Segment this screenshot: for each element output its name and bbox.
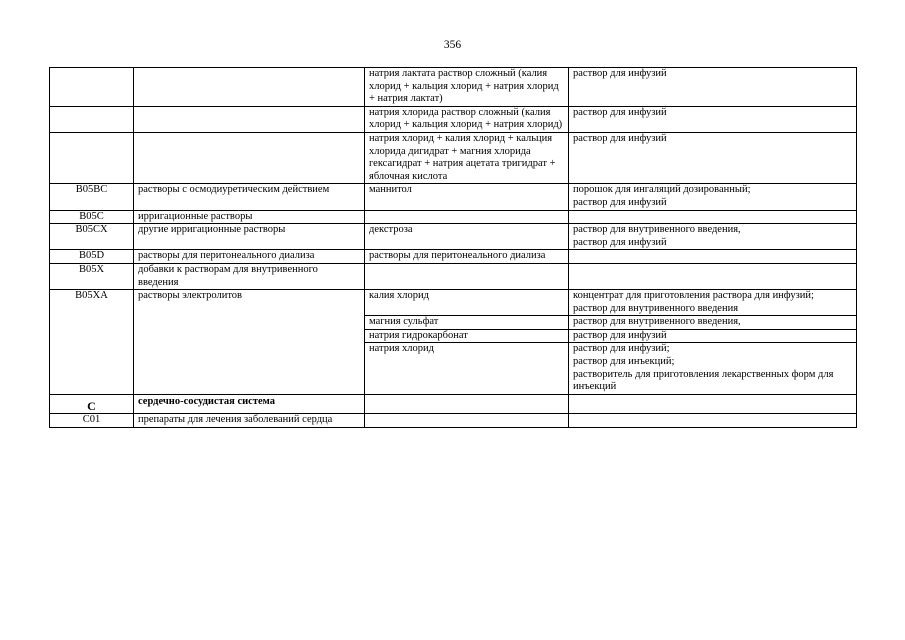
group-name-cell: растворы для перитонеального диализа xyxy=(134,250,365,264)
drug-name-cell: декстроза xyxy=(365,224,569,250)
dosage-form-cell: порошок для ингаляций дозированный; раствор для инфузий xyxy=(569,184,857,210)
drug-name-cell xyxy=(365,263,569,289)
drug-name-cell xyxy=(365,210,569,224)
table-row xyxy=(50,132,857,183)
dosage-form-cell: раствор для инфузий; раствор для инъекций; растворитель для приготовления лекарственных форм для инъекций xyxy=(569,343,857,394)
table-row xyxy=(50,290,857,316)
atc-code-cell: B05D xyxy=(50,250,134,264)
atc-code-cell: B05XA xyxy=(50,290,134,395)
table-row xyxy=(50,394,857,414)
atc-code-cell: B05BC xyxy=(50,184,134,210)
table-row xyxy=(50,263,857,289)
atc-code-cell: C01 xyxy=(50,414,134,428)
table-row xyxy=(50,210,857,224)
drug-name-cell: маннитол xyxy=(365,184,569,210)
dosage-form-cell xyxy=(569,210,857,224)
atc-code-cell: B05CX xyxy=(50,224,134,250)
atc-code-cell: C xyxy=(50,394,134,414)
table-row xyxy=(50,224,857,250)
drug-name-cell: натрия гидрокарбонат xyxy=(365,329,569,343)
drug-name-cell: натрия хлорид xyxy=(365,343,569,394)
dosage-form-cell xyxy=(569,263,857,289)
group-name-cell xyxy=(134,68,365,107)
group-name-cell xyxy=(134,132,365,183)
drug-name-cell: натрия лактата раствор сложный (калия хлорид + кальция хлорид + натрия хлорид + натрия лактат) xyxy=(365,68,569,107)
drug-name-cell xyxy=(365,394,569,414)
atc-code-cell xyxy=(50,106,134,132)
dosage-form-cell xyxy=(569,414,857,428)
group-name-cell xyxy=(134,106,365,132)
drug-name-cell: натрия хлорида раствор сложный (калия хлорид + кальция хлорид + натрия хлорид) xyxy=(365,106,569,132)
group-name-cell: препараты для лечения заболеваний сердца xyxy=(134,414,365,428)
drug-name-cell: натрия хлорид + калия хлорид + кальция хлорида дигидрат + магния хлорида гексагидрат + натрия ацетата тригидрат + яблочная кислота xyxy=(365,132,569,183)
group-name-cell: другие ирригационные растворы xyxy=(134,224,365,250)
table-row xyxy=(50,184,857,210)
table-row xyxy=(50,68,857,107)
group-name-cell: добавки к растворам для внутривенного введения xyxy=(134,263,365,289)
drug-name-cell xyxy=(365,414,569,428)
group-name-cell: растворы с осмодиуретическим действием xyxy=(134,184,365,210)
dosage-form-cell: раствор для инфузий xyxy=(569,329,857,343)
page-number: 356 xyxy=(443,39,462,51)
dosage-form-cell: раствор для инфузий xyxy=(569,68,857,107)
dosage-form-cell: раствор для внутривенного введения, раствор для инфузий xyxy=(569,224,857,250)
medicines-table xyxy=(49,67,857,428)
dosage-form-cell xyxy=(569,250,857,264)
drug-name-cell: растворы для перитонеального диализа xyxy=(365,250,569,264)
dosage-form-cell: раствор для инфузий xyxy=(569,106,857,132)
dosage-form-cell: раствор для внутривенного введения, xyxy=(569,316,857,330)
dosage-form-cell: концентрат для приготовления раствора для инфузий; раствор для внутривенного введения xyxy=(569,290,857,316)
dosage-form-cell xyxy=(569,394,857,414)
drug-name-cell: калия хлорид xyxy=(365,290,569,316)
table-row xyxy=(50,414,857,428)
atc-code-cell xyxy=(50,132,134,183)
atc-code-cell: B05X xyxy=(50,263,134,289)
dosage-form-cell: раствор для инфузий xyxy=(569,132,857,183)
atc-code-cell: B05C xyxy=(50,210,134,224)
table-row xyxy=(50,250,857,264)
group-name-cell: сердечно-сосудистая система xyxy=(134,394,365,414)
atc-code-cell xyxy=(50,68,134,107)
drug-name-cell: магния сульфат xyxy=(365,316,569,330)
group-name-cell: ирригационные растворы xyxy=(134,210,365,224)
table-row xyxy=(50,106,857,132)
group-name-cell: растворы электролитов xyxy=(134,290,365,395)
